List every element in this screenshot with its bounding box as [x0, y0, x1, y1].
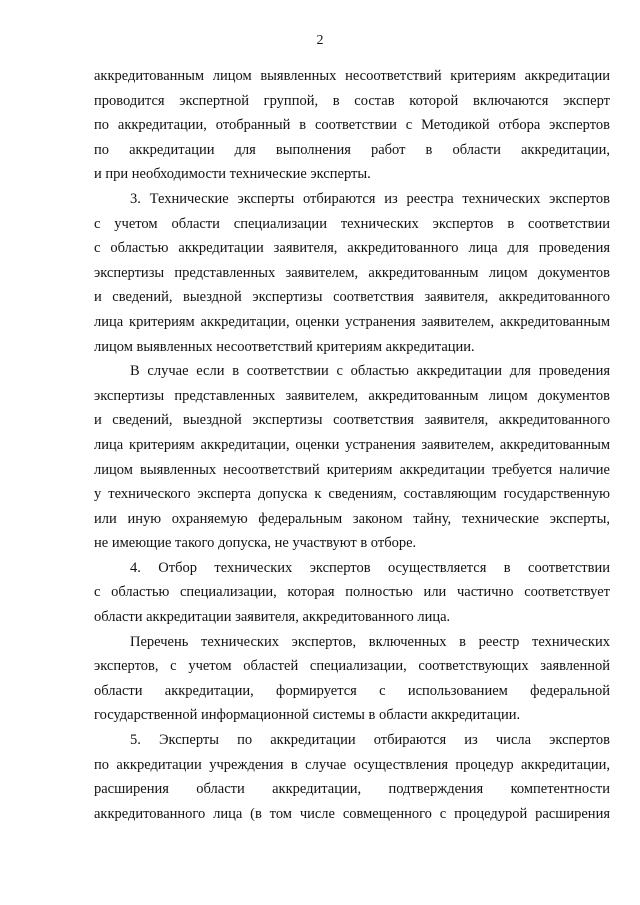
text-line: аккредитованным лицом выявленных несоответствий критериям аккредитации	[94, 68, 610, 84]
text-line: проводится экспертной группой, в состав которой включаются эксперт	[94, 92, 610, 109]
text-line: В случае если в соответствии с областью аккредитации для проведения	[130, 363, 610, 380]
text-line: области аккредитации, формируется с использованием федеральной	[94, 682, 610, 699]
text-line: лицом выявленных несоответствий критериям аккредитации требуется наличие	[94, 461, 610, 478]
text-line: 4. Отбор технических экспертов осуществляется в соответствии	[130, 559, 610, 576]
text-line: и сведений, выездной экспертизы соответствия заявителя, аккредитованного	[94, 289, 610, 306]
text-line: или иную охраняемую федеральным законом тайну, технические эксперты,	[94, 510, 610, 527]
text-line: экспертов, с учетом областей специализации, соответствующих заявленной	[94, 658, 610, 675]
text-line: лицом выявленных несоответствий критериям аккредитации.	[94, 338, 475, 355]
text-line: лица критериям аккредитации, оценки устранения заявителем, аккредитованным	[94, 436, 610, 453]
document-body	[94, 64, 610, 826]
text-line: государственной информационной системы в области аккредитации.	[94, 707, 521, 724]
text-line: и сведений, выездной экспертизы соответствия заявителя, аккредитованного	[94, 412, 610, 429]
page-number: 2	[316, 33, 324, 48]
text-line: Перечень технических экспертов, включенных в реестр технических	[130, 633, 610, 650]
text-line: лица критериям аккредитации, оценки устранения заявителем, аккредитованным	[94, 313, 610, 330]
paragraph-continuation	[94, 64, 610, 187]
paragraph-item-4	[94, 556, 610, 630]
text-line: 3. Технические эксперты отбираются из реестра технических экспертов	[130, 190, 610, 207]
text-line: по аккредитации учреждения в случае осуществления процедур аккредитации,	[94, 756, 610, 773]
paragraph-clearance-case	[94, 359, 610, 556]
text-line: экспертизы представленных заявителем, аккредитованным лицом документов	[94, 264, 610, 281]
text-line: с областью специализации, которая полностью или частично соответствует	[94, 584, 610, 601]
text-line: аккредитованного лица (в том числе совмещенного с процедурой расширения	[94, 805, 610, 822]
paragraph-item-5	[94, 728, 610, 826]
paragraph-item-3	[94, 187, 610, 359]
text-line: по аккредитации, отобранный в соответствии с Методикой отбора экспертов	[94, 117, 610, 134]
text-line: области аккредитации заявителя, аккредитованного лица.	[94, 609, 451, 626]
text-line: у технического эксперта допуска к сведениям, составляющим государственную	[94, 486, 610, 503]
text-line: с областью аккредитации заявителя, аккредитованного лица для проведения	[94, 240, 610, 257]
text-line: не имеющие такого допуска, не участвуют в отборе.	[94, 535, 417, 552]
text-line: по аккредитации для выполнения работ в области аккредитации,	[94, 141, 610, 158]
text-line: экспертизы представленных заявителем, аккредитованным лицом документов	[94, 387, 610, 404]
text-line: 5. Эксперты по аккредитации отбираются из числа экспертов	[130, 732, 610, 749]
text-line: с учетом области специализации технических экспертов в соответствии	[94, 215, 610, 232]
paragraph-expert-list	[94, 630, 610, 728]
text-line: расширения области аккредитации, подтверждения компетентности	[94, 781, 610, 798]
text-line: и при необходимости технические эксперты.	[94, 166, 371, 183]
